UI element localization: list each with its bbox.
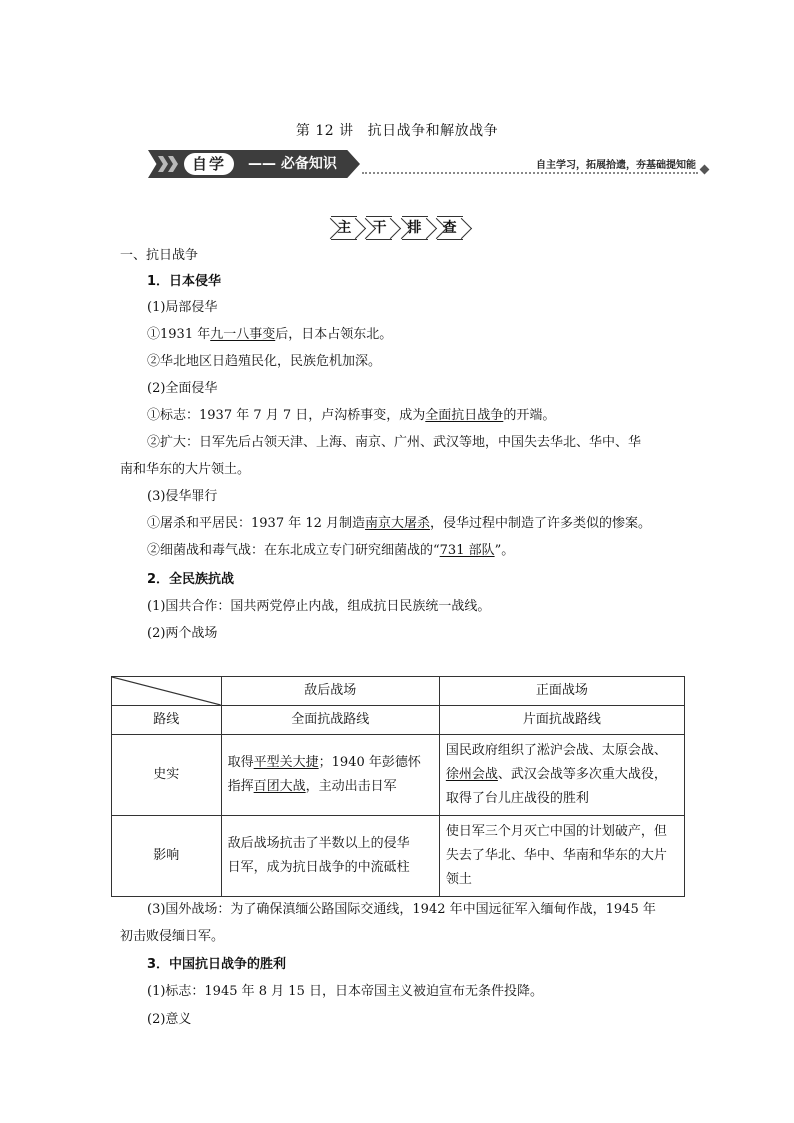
table-row-label: 影响 <box>112 816 222 897</box>
lesson-number: 第 12 讲 <box>295 123 354 139</box>
section-banner <box>148 150 710 182</box>
text-fragment: ”。 <box>494 543 515 558</box>
subheading-resistance: 2．全民族抗战 <box>147 572 235 587</box>
point-full-invasion: (2)全面侵华 <box>147 381 218 396</box>
text-fragment: ①屠杀和平居民：1937 年 12 月制造 <box>147 516 366 531</box>
table-cell <box>439 816 684 897</box>
table-cell: 片面抗战路线 <box>439 706 684 735</box>
key-term: 全面抗日战争 <box>425 408 504 423</box>
cell-line: 取得了台儿庄战役的胜利 <box>445 791 589 806</box>
text-line <box>147 542 514 560</box>
table-cell <box>221 735 439 816</box>
text-fragment: ①1931 年 <box>147 327 211 342</box>
point-crimes: (3)侵华罪行 <box>147 489 218 504</box>
text-fragment: 、武汉会战等多次重大战役， <box>497 767 667 782</box>
key-term: 徐州会战 <box>445 767 498 782</box>
table-row-label: 史实 <box>112 735 222 816</box>
subheading-victory: 3．中国抗日战争的胜利 <box>147 957 287 972</box>
banner-dotted-rule <box>362 172 698 174</box>
table-row <box>112 816 685 897</box>
diagonal-line <box>112 677 221 705</box>
text-fragment: 的开端。 <box>503 408 556 423</box>
text-fragment: 指挥 <box>227 779 254 794</box>
section-heading-char: 排 <box>402 216 428 240</box>
table-corner-cell <box>112 677 222 706</box>
section-heading-char: 查 <box>437 216 463 240</box>
text-fragment: ，主动出击日军 <box>305 779 397 794</box>
table-cell: 全面抗战路线 <box>221 706 439 735</box>
key-term: 九一八事变 <box>210 327 276 342</box>
text-fragment: ；1940 年彭德怀 <box>318 755 421 770</box>
text-fragment: ，侵华过程中制造了许多类似的惨案。 <box>430 516 652 531</box>
lesson-name: 抗日战争和解放战争 <box>367 123 499 139</box>
text-line <box>147 407 555 425</box>
cell-line: 失去了华北、华中、华南和华东的大片 <box>445 848 667 863</box>
point-local-invasion: (1)局部侵华 <box>147 300 218 315</box>
diamond-icon <box>700 165 710 175</box>
section-heading-char: 干 <box>366 216 392 240</box>
section-heading-char: 主 <box>331 216 357 240</box>
key-term: 平型关大捷 <box>253 755 319 770</box>
lesson-title <box>0 120 794 140</box>
text-fragment: 取得 <box>227 755 254 770</box>
key-term: 百团大战 <box>253 779 306 794</box>
text-fragment: ①标志：1937 年 7 月 7 日，卢沟桥事变，成为 <box>147 408 426 423</box>
text-line: ②扩大：日军先后占领天津、上海、南京、广州、武汉等地，中国失去华北、华中、华 <box>147 435 642 450</box>
point-significance: (2)意义 <box>147 1012 192 1027</box>
heading-part-one: 一、抗日战争 <box>120 248 199 263</box>
banner-heading: 自学 <box>184 153 234 175</box>
text-line: 南和华东的大片领土。 <box>120 462 251 477</box>
cell-line <box>446 763 678 787</box>
battlefields-table <box>111 676 685 897</box>
text-fragment: ②细菌战和毒气战：在东北成立专门研究细菌战的“ <box>147 543 440 558</box>
cell-line: 日军，成为抗日战争的中流砥柱 <box>227 860 410 875</box>
text-line: ②华北地区日趋殖民化，民族危机加深。 <box>147 354 382 369</box>
cell-line: 领土 <box>445 872 472 887</box>
point-two-fronts: (2)两个战场 <box>147 626 218 641</box>
key-term: 南京大屠杀 <box>365 516 431 531</box>
text-line: 初击败侵缅日军。 <box>120 929 225 944</box>
table-header-row <box>112 677 685 706</box>
text-line <box>147 326 392 344</box>
text-line <box>147 515 651 533</box>
cell-line <box>228 775 433 799</box>
table-col-header: 敌后战场 <box>221 677 439 706</box>
section-heading <box>0 216 794 240</box>
key-term: 731 部队 <box>439 543 495 558</box>
table-row-label: 路线 <box>112 706 222 735</box>
cell-line: 敌后战场抗击了半数以上的侵华 <box>227 836 410 851</box>
cell-line: 使日军三个月灭亡中国的计划破产，但 <box>445 824 667 839</box>
table-cell <box>439 735 684 816</box>
text-line: (1)国共合作：国共两党停止内战，组成抗日民族统一战线。 <box>147 599 491 614</box>
subheading-invasion: 1．日本侵华 <box>147 274 222 289</box>
text-line: (3)国外战场：为了确保滇缅公路国际交通线，1942 年中国远征军入缅甸作战，1945 年 <box>147 902 656 917</box>
table-row <box>112 735 685 816</box>
table-row <box>112 706 685 735</box>
table-col-header: 正面战场 <box>439 677 684 706</box>
cell-line <box>228 751 433 775</box>
cell-line: 国民政府组织了淞沪会战、太原会战、 <box>445 743 667 758</box>
text-fragment: 后，日本占领东北。 <box>275 327 393 342</box>
banner-subheading: —— 必备知识 <box>248 156 337 172</box>
text-line: (1)标志：1945 年 8 月 15 日，日本帝国主义被迫宣布无条件投降。 <box>147 984 543 999</box>
table-cell <box>221 816 439 897</box>
banner-slogan: 自主学习，拓展拾遗，夯基础提知能 <box>536 160 696 171</box>
